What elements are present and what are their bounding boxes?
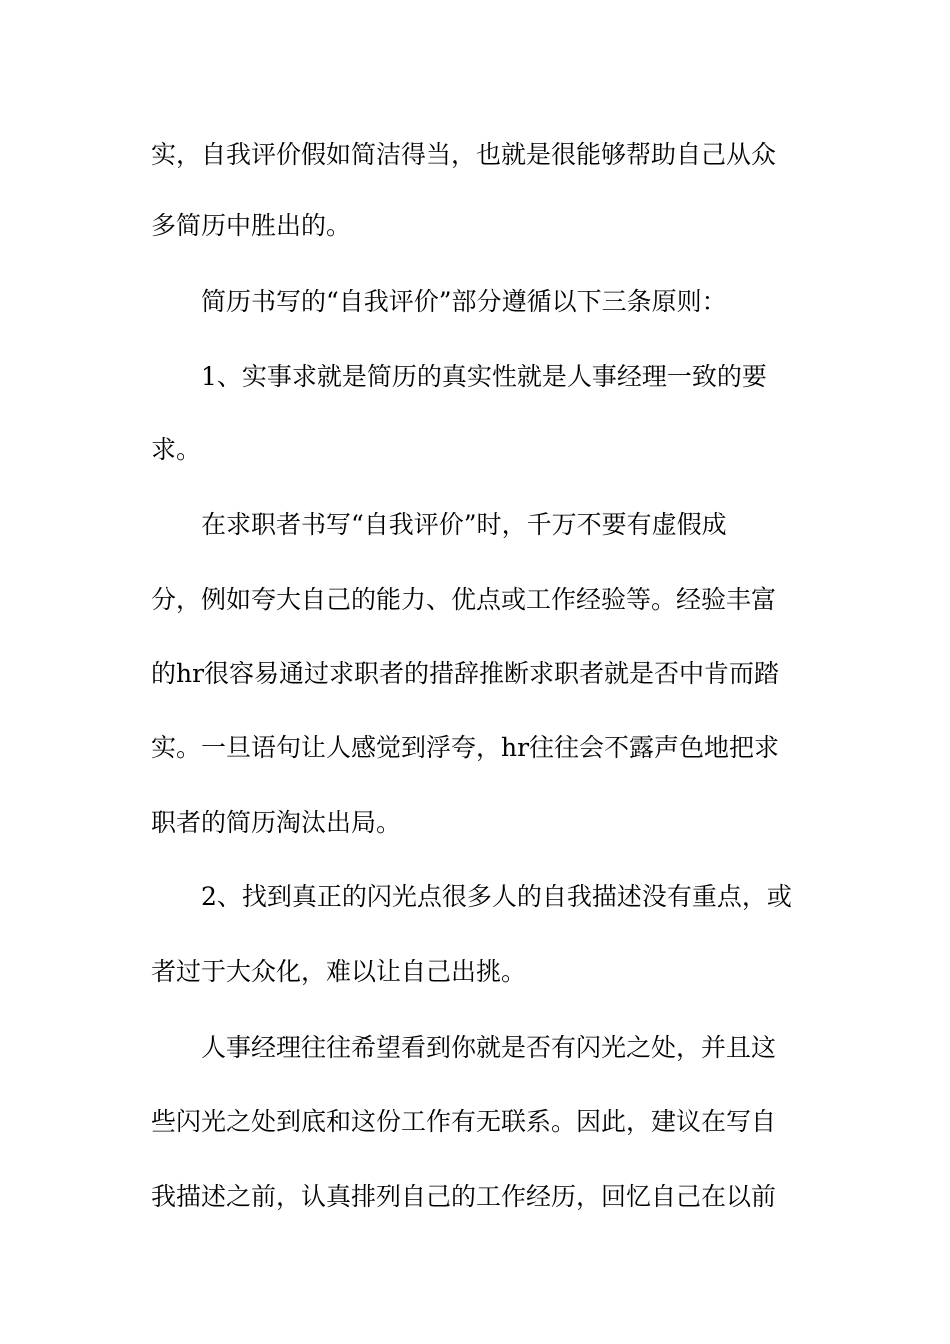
text-line: 多简历中胜出的。 xyxy=(151,211,352,240)
text-line: 1、实事求就是简历的真实性就是人事经理一致的要 xyxy=(201,362,767,391)
text-line: 求。 xyxy=(151,435,202,464)
text-line: 人事经理往往希望看到你就是否有闪光之处，并且这 xyxy=(201,1033,777,1062)
text-line: 者过于大众化，难以让自己出挑。 xyxy=(151,957,527,986)
text-line: 的hr很容易通过求职者的措辞推断求职者就是否中肯而踏 xyxy=(151,659,780,688)
text-line: 分，例如夸大自己的能力、优点或工作经验等。经验丰富 xyxy=(151,585,777,614)
text-line: 些闪光之处到底和这份工作有无联系。因此，建议在写自 xyxy=(151,1107,777,1136)
text-line: 我描述之前，认真排列自己的工作经历，回忆自己在以前 xyxy=(151,1182,777,1211)
text-line: 实。一旦语句让人感觉到浮夸，hr往往会不露声色地把求 xyxy=(151,733,780,762)
text-line: 实，自我评价假如简洁得当，也就是很能够帮助自己从众 xyxy=(151,140,777,169)
text-line: 职者的简历淘汰出局。 xyxy=(151,808,402,837)
text-line: 在求职者书写“自我评价”时，千万不要有虚假成 xyxy=(201,510,727,539)
text-line: 2、找到真正的闪光点很多人的自我描述没有重点，或 xyxy=(201,882,792,911)
text-line: 简历书写的“自我评价”部分遵循以下三条原则： xyxy=(201,287,727,316)
